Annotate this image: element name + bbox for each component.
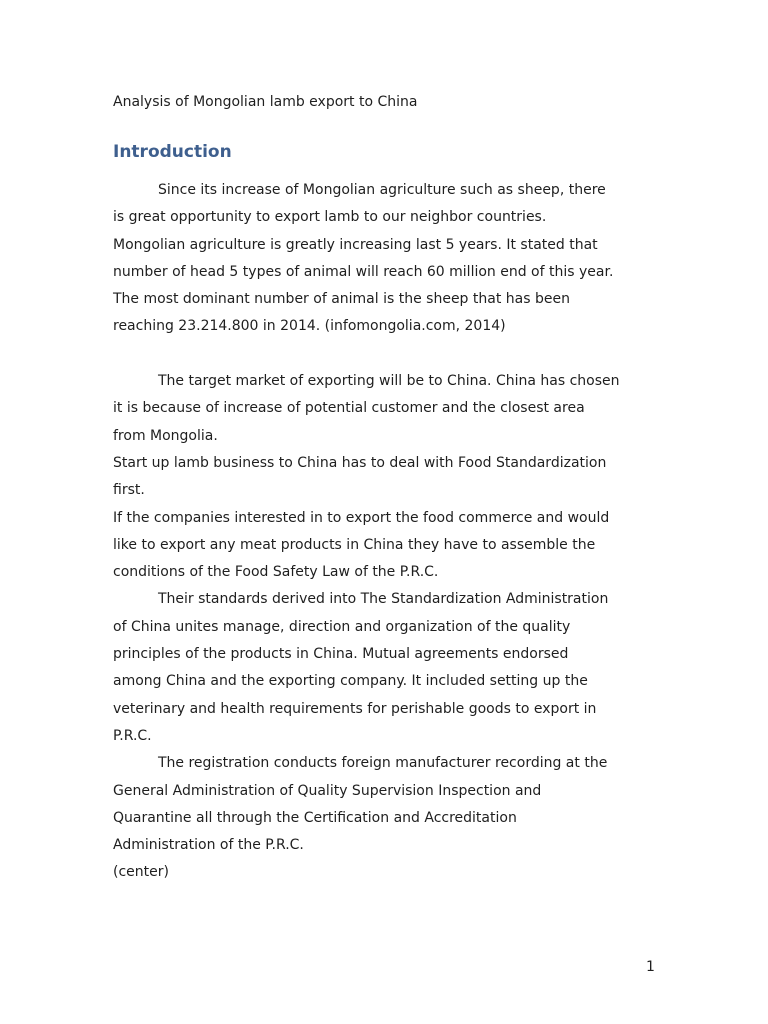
document-title: Analysis of Mongolian lamb export to China — [113, 94, 418, 110]
text-line: P.R.C. — [113, 727, 152, 744]
text-line: principles of the products in China. Mutual agreements endorsed — [113, 646, 569, 663]
text-line: Mongolian agriculture is greatly increasing last 5 years. It stated that — [113, 236, 598, 253]
text-line: Quarantine all through the Certification and Accreditation — [113, 809, 517, 826]
text-line: Administration of the P.R.C. — [113, 837, 304, 854]
text-line: of China unites manage, direction and organization of the quality — [113, 618, 571, 635]
text-line: Start up lamb business to China has to deal with Food Standardization — [113, 454, 607, 471]
text-line: conditions of the Food Safety Law of the P.R.C. — [113, 564, 439, 581]
text-line: Since its increase of Mongolian agriculture such as sheep, there — [158, 182, 606, 198]
text-line: number of head 5 types of animal will reach 60 million end of this year. — [113, 263, 614, 280]
text-line: like to export any meat products in China they have to assemble the — [113, 536, 596, 553]
text-line: (center) — [113, 864, 169, 881]
text-line: veterinary and health requirements for perishable goods to export in — [113, 700, 597, 717]
text-line: If the companies interested in to export the food commerce and would — [113, 509, 610, 526]
section-heading-introduction: Introduction — [113, 142, 232, 162]
blank-line — [113, 341, 665, 368]
text-line: reaching 23.214.800 in 2014. (infomongolia.com, 2014) — [113, 318, 506, 335]
text-line: first. — [113, 482, 145, 499]
text-line: General Administration of Quality Supervision Inspection and — [113, 782, 542, 799]
text-line: The most dominant number of animal is the sheep that has been — [113, 291, 570, 308]
text-line: The target market of exporting will be to China. China has chosen — [158, 373, 620, 390]
page-number: 1 — [646, 959, 655, 975]
text-line: is great opportunity to export lamb to our neighbor countries. — [113, 209, 547, 226]
text-line: among China and the exporting company. It included setting up the — [113, 673, 588, 690]
text-line: from Mongolia. — [113, 427, 218, 444]
body-text — [113, 177, 665, 887]
text-line: Their standards derived into The Standardization Administration — [158, 591, 609, 608]
text-line: it is because of increase of potential customer and the closest area — [113, 400, 585, 417]
text-line: The registration conducts foreign manufacturer recording at the — [158, 755, 608, 772]
